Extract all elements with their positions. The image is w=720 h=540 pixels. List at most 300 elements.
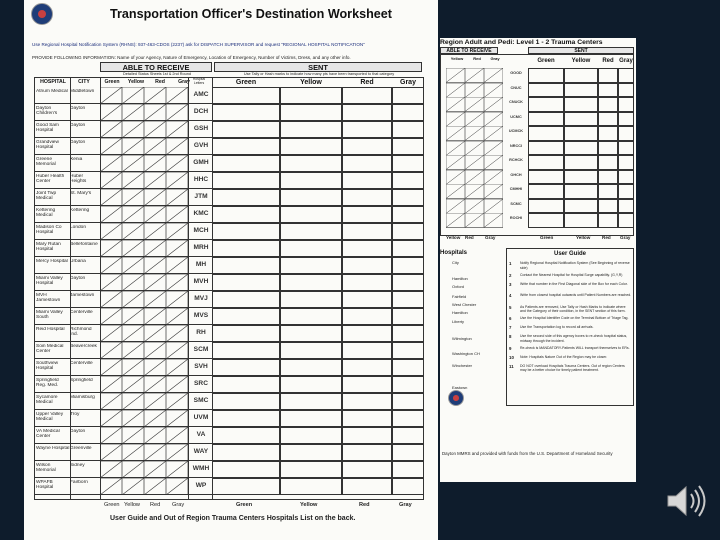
- sent-cell[interactable]: [564, 199, 598, 214]
- sent-cell[interactable]: [280, 342, 342, 359]
- hospital-name: Reid Hospital: [36, 327, 65, 332]
- sent-cell[interactable]: [342, 427, 392, 444]
- sent-cell[interactable]: [342, 376, 392, 393]
- sent-cell[interactable]: [212, 308, 280, 325]
- receive-cell[interactable]: [446, 170, 465, 185]
- sent-cell[interactable]: [528, 184, 564, 199]
- sent-cell[interactable]: [598, 155, 618, 170]
- sent-cell[interactable]: [598, 170, 618, 185]
- receive-cell[interactable]: [484, 112, 503, 127]
- receive-cell[interactable]: [166, 325, 188, 342]
- receive-cell[interactable]: [122, 240, 144, 257]
- sent-cell[interactable]: [212, 325, 280, 342]
- receive-cell[interactable]: [100, 155, 122, 172]
- sent-cell[interactable]: [342, 461, 392, 478]
- sent-cell[interactable]: [618, 170, 634, 185]
- sent-cell[interactable]: [618, 155, 634, 170]
- receive-cell[interactable]: [166, 393, 188, 410]
- receive-cell[interactable]: [446, 141, 465, 156]
- receive-cell[interactable]: [484, 213, 503, 228]
- sent-cell[interactable]: [528, 68, 564, 83]
- sent-cell[interactable]: [598, 68, 618, 83]
- receive-cell[interactable]: [100, 461, 122, 478]
- receive-cell[interactable]: [446, 199, 465, 214]
- sent-cell[interactable]: [392, 478, 424, 495]
- receive-cell[interactable]: [144, 121, 166, 138]
- receive-cell[interactable]: [446, 184, 465, 199]
- receive-cell[interactable]: [166, 87, 188, 104]
- receive-cell[interactable]: [166, 342, 188, 359]
- footer-sent-green: Green: [236, 502, 253, 508]
- hospital-name: Miami Valley South: [36, 310, 63, 321]
- receive-cell[interactable]: [122, 257, 144, 274]
- guide-step-text: As Patients are removed, Use Tally or Hash Marks to indicate where and the Category of their condition, in the SENT section of this form.: [520, 304, 626, 314]
- sent-cell[interactable]: [392, 257, 424, 274]
- sent-cell[interactable]: [392, 206, 424, 223]
- receive-cell[interactable]: [100, 138, 122, 155]
- receive-cell[interactable]: [122, 104, 144, 121]
- sent-cell[interactable]: [212, 189, 280, 206]
- sent-cell[interactable]: [392, 376, 424, 393]
- receive-cell[interactable]: [166, 121, 188, 138]
- sent-cell[interactable]: [212, 478, 280, 495]
- receive-cell[interactable]: [144, 274, 166, 291]
- sent-cell[interactable]: [280, 393, 342, 410]
- receive-cell[interactable]: [484, 155, 503, 170]
- receive-cell[interactable]: [166, 138, 188, 155]
- receive-cell[interactable]: [144, 478, 166, 495]
- receive-cell[interactable]: [122, 172, 144, 189]
- receive-cell[interactable]: [122, 342, 144, 359]
- receive-cell[interactable]: [100, 444, 122, 461]
- sent-cell[interactable]: [392, 325, 424, 342]
- receive-cell[interactable]: [465, 184, 484, 199]
- sent-cell[interactable]: [618, 126, 634, 141]
- receive-cell[interactable]: [100, 478, 122, 495]
- receive-cell[interactable]: [122, 223, 144, 240]
- sent-cell[interactable]: [528, 112, 564, 127]
- sent-cell[interactable]: [280, 172, 342, 189]
- sent-cell[interactable]: [392, 138, 424, 155]
- sent-cell[interactable]: [618, 83, 634, 98]
- receive-cell[interactable]: [122, 427, 144, 444]
- receive-cell[interactable]: [446, 97, 465, 112]
- receive-cell[interactable]: [100, 172, 122, 189]
- sent-cell[interactable]: [280, 478, 342, 495]
- receive-cell[interactable]: [446, 155, 465, 170]
- hospital-city: Fairborn: [70, 480, 88, 485]
- sent-cell[interactable]: [280, 104, 342, 121]
- receive-cell[interactable]: [484, 199, 503, 214]
- receive-cell[interactable]: [484, 97, 503, 112]
- sent-cell[interactable]: [280, 121, 342, 138]
- receive-cell[interactable]: [465, 155, 484, 170]
- receive-cell[interactable]: [166, 240, 188, 257]
- sent-cell[interactable]: [342, 155, 392, 172]
- sent-cell[interactable]: [392, 427, 424, 444]
- sent-cell[interactable]: [212, 461, 280, 478]
- sent-cell[interactable]: [280, 138, 342, 155]
- receive-cell[interactable]: [144, 342, 166, 359]
- sent-cell[interactable]: [564, 184, 598, 199]
- sent-cell[interactable]: [564, 170, 598, 185]
- sent-cell[interactable]: [212, 376, 280, 393]
- sent-cell[interactable]: [342, 291, 392, 308]
- sent-cell[interactable]: [392, 274, 424, 291]
- sent-cell[interactable]: [618, 97, 634, 112]
- sent-cell[interactable]: [598, 97, 618, 112]
- receive-cell[interactable]: [144, 359, 166, 376]
- receive-cell[interactable]: [122, 325, 144, 342]
- hospital-city: Dayton: [70, 106, 86, 111]
- sent-cell[interactable]: [392, 444, 424, 461]
- receive-cell[interactable]: [144, 223, 166, 240]
- sent-cell[interactable]: [392, 461, 424, 478]
- receive-cell[interactable]: [166, 172, 188, 189]
- sent-cell[interactable]: [392, 359, 424, 376]
- receive-cell[interactable]: [144, 104, 166, 121]
- hospital-code: SMC: [193, 397, 209, 404]
- sent-cell[interactable]: [342, 223, 392, 240]
- receive-cell[interactable]: [122, 461, 144, 478]
- receive-cell[interactable]: [446, 112, 465, 127]
- sent-cell[interactable]: [392, 410, 424, 427]
- sent-cell[interactable]: [212, 172, 280, 189]
- hospital-name: Soin Medical Center: [36, 344, 64, 355]
- receive-cell[interactable]: [144, 325, 166, 342]
- receive-cell[interactable]: [465, 68, 484, 83]
- sent-cell[interactable]: [342, 325, 392, 342]
- sent-cell[interactable]: [528, 155, 564, 170]
- receive-cell[interactable]: [166, 410, 188, 427]
- receive-cell[interactable]: [100, 121, 122, 138]
- sent-cell[interactable]: [280, 291, 342, 308]
- sent-cell[interactable]: [598, 141, 618, 156]
- receive-cell[interactable]: [100, 274, 122, 291]
- receive-cell[interactable]: [446, 213, 465, 228]
- receive-cell[interactable]: [100, 189, 122, 206]
- receive-cell[interactable]: [465, 126, 484, 141]
- receive-cell[interactable]: [166, 308, 188, 325]
- receive-cell[interactable]: [100, 291, 122, 308]
- sent-cell[interactable]: [564, 112, 598, 127]
- sent-cell[interactable]: [598, 213, 618, 228]
- receive-cell[interactable]: [144, 410, 166, 427]
- receive-cell[interactable]: [144, 172, 166, 189]
- sent-cell[interactable]: [342, 257, 392, 274]
- sent-cell[interactable]: [528, 170, 564, 185]
- sent-cell[interactable]: [212, 393, 280, 410]
- hospital-city: Beavercreek: [70, 344, 97, 349]
- sent-cell[interactable]: [564, 83, 598, 98]
- sent-cell[interactable]: [528, 199, 564, 214]
- receive-cell[interactable]: [484, 68, 503, 83]
- sent-cell[interactable]: [392, 291, 424, 308]
- receive-cell[interactable]: [144, 393, 166, 410]
- sent-cell[interactable]: [528, 126, 564, 141]
- sent-cell[interactable]: [280, 155, 342, 172]
- speaker-icon[interactable]: [656, 472, 714, 530]
- sent-cell[interactable]: [392, 172, 424, 189]
- hospital-code: JTM: [194, 193, 208, 200]
- sent-cell[interactable]: [564, 213, 598, 228]
- sent-cell[interactable]: [392, 104, 424, 121]
- out-of-region-hospital: Winchester: [452, 363, 473, 368]
- receive-cell[interactable]: [166, 461, 188, 478]
- sent-cell[interactable]: [392, 223, 424, 240]
- receive-cell[interactable]: [144, 291, 166, 308]
- sent-cell[interactable]: [392, 121, 424, 138]
- receive-cell[interactable]: [166, 104, 188, 121]
- receive-cell[interactable]: [144, 257, 166, 274]
- receive-cell[interactable]: [144, 444, 166, 461]
- sent-cell[interactable]: [342, 478, 392, 495]
- receive-cell[interactable]: [484, 141, 503, 156]
- receive-cell[interactable]: [465, 170, 484, 185]
- receive-cell[interactable]: [144, 461, 166, 478]
- sent-cell[interactable]: [280, 189, 342, 206]
- receive-cell[interactable]: [144, 155, 166, 172]
- sent-cell[interactable]: [212, 206, 280, 223]
- receive-cell[interactable]: [465, 83, 484, 98]
- sent-cell[interactable]: [280, 461, 342, 478]
- receive-cell[interactable]: [100, 257, 122, 274]
- receive-cell[interactable]: [446, 68, 465, 83]
- receive-cell[interactable]: [122, 206, 144, 223]
- receive-cell[interactable]: [144, 376, 166, 393]
- sent-cell[interactable]: [392, 155, 424, 172]
- sent-cell[interactable]: [212, 138, 280, 155]
- sent-cell[interactable]: [564, 97, 598, 112]
- receive-cell[interactable]: [122, 444, 144, 461]
- receive-cell[interactable]: [166, 257, 188, 274]
- sent-cell[interactable]: [618, 213, 634, 228]
- receive-cell[interactable]: [122, 376, 144, 393]
- sent-cell[interactable]: [598, 112, 618, 127]
- sent-cell[interactable]: [280, 206, 342, 223]
- sent-cell[interactable]: [280, 376, 342, 393]
- sent-cell[interactable]: [342, 104, 392, 121]
- receive-cell[interactable]: [122, 87, 144, 104]
- sent-cell[interactable]: [212, 155, 280, 172]
- sent-cell[interactable]: [280, 444, 342, 461]
- able-subheading: Detailed Status Sheets 1st & 2nd Round: [123, 72, 191, 76]
- sent-cell[interactable]: [212, 104, 280, 121]
- receive-cell[interactable]: [122, 274, 144, 291]
- trauma-center-code: CMHHI: [509, 187, 523, 191]
- receive-cell[interactable]: [100, 240, 122, 257]
- sent-cell[interactable]: [212, 410, 280, 427]
- receive-cell[interactable]: [122, 308, 144, 325]
- sent-cell[interactable]: [392, 393, 424, 410]
- receive-cell[interactable]: [484, 170, 503, 185]
- sent-cell[interactable]: [212, 257, 280, 274]
- receive-cell[interactable]: [122, 359, 144, 376]
- sent-cell[interactable]: [342, 444, 392, 461]
- receive-cell[interactable]: [166, 274, 188, 291]
- sent-cell[interactable]: [280, 427, 342, 444]
- column-divider: [212, 77, 213, 500]
- sent-cell[interactable]: [342, 121, 392, 138]
- sent-cell[interactable]: [212, 444, 280, 461]
- sent-cell[interactable]: [528, 83, 564, 98]
- receive-cell[interactable]: [166, 155, 188, 172]
- receive-cell[interactable]: [100, 427, 122, 444]
- sent-cell[interactable]: [392, 240, 424, 257]
- sent-cell[interactable]: [342, 240, 392, 257]
- sent-cell[interactable]: [392, 342, 424, 359]
- guide-step-number: 2: [509, 272, 512, 278]
- receive-cell[interactable]: [166, 206, 188, 223]
- sent-cell[interactable]: [528, 141, 564, 156]
- sent-cell[interactable]: [342, 87, 392, 104]
- receive-cell[interactable]: [122, 410, 144, 427]
- receive-cell[interactable]: [166, 444, 188, 461]
- sent-cell[interactable]: [212, 359, 280, 376]
- guide-step-number: 8: [509, 334, 512, 339]
- sent-cell[interactable]: [280, 257, 342, 274]
- receive-cell[interactable]: [100, 376, 122, 393]
- sent-cell[interactable]: [618, 141, 634, 156]
- receive-cell[interactable]: [144, 189, 166, 206]
- receive-cell[interactable]: [446, 126, 465, 141]
- receive-cell[interactable]: [100, 308, 122, 325]
- sent-cell[interactable]: [342, 342, 392, 359]
- receive-cell[interactable]: [100, 206, 122, 223]
- sent-cell[interactable]: [342, 308, 392, 325]
- receive-cell[interactable]: [484, 184, 503, 199]
- receive-cell[interactable]: [122, 393, 144, 410]
- sent-cell[interactable]: [280, 325, 342, 342]
- receive-cell[interactable]: [166, 376, 188, 393]
- hospital-code: SVH: [194, 363, 208, 370]
- back-sent-yellow-header: Yellow: [571, 58, 591, 64]
- receive-cell[interactable]: [144, 87, 166, 104]
- receive-cell[interactable]: [122, 155, 144, 172]
- receive-cell[interactable]: [144, 308, 166, 325]
- receive-cell[interactable]: [100, 359, 122, 376]
- sent-cell[interactable]: [598, 199, 618, 214]
- receive-cell[interactable]: [166, 189, 188, 206]
- receive-cell[interactable]: [122, 189, 144, 206]
- sent-cell[interactable]: [212, 223, 280, 240]
- hospital-code: MCH: [193, 227, 209, 234]
- sent-cell[interactable]: [280, 410, 342, 427]
- sent-cell[interactable]: [212, 240, 280, 257]
- receive-cell[interactable]: [122, 291, 144, 308]
- sent-cell[interactable]: [564, 126, 598, 141]
- sent-cell[interactable]: [342, 410, 392, 427]
- sent-cell[interactable]: [212, 87, 280, 104]
- sent-cell[interactable]: [392, 308, 424, 325]
- sent-cell[interactable]: [280, 308, 342, 325]
- receive-cell[interactable]: [122, 138, 144, 155]
- trauma-center-code: CNUC: [510, 85, 522, 90]
- receive-cell[interactable]: [144, 206, 166, 223]
- receive-cell[interactable]: [465, 112, 484, 127]
- sent-cell[interactable]: [342, 189, 392, 206]
- sent-cell[interactable]: [618, 199, 634, 214]
- sent-gray-header: Gray: [400, 79, 416, 86]
- receive-cell[interactable]: [100, 393, 122, 410]
- receive-cell[interactable]: [465, 97, 484, 112]
- sent-cell[interactable]: [280, 87, 342, 104]
- sent-cell[interactable]: [280, 223, 342, 240]
- sent-cell[interactable]: [342, 274, 392, 291]
- col-gray-header: Gray: [178, 79, 190, 85]
- sent-cell[interactable]: [392, 87, 424, 104]
- sent-cell[interactable]: [342, 138, 392, 155]
- receive-cell[interactable]: [100, 104, 122, 121]
- receive-cell[interactable]: [166, 359, 188, 376]
- receive-cell[interactable]: [100, 223, 122, 240]
- sent-cell[interactable]: [618, 68, 634, 83]
- sent-cell[interactable]: [564, 68, 598, 83]
- receive-cell[interactable]: [166, 427, 188, 444]
- sent-cell[interactable]: [212, 427, 280, 444]
- receive-cell[interactable]: [144, 427, 166, 444]
- hospital-city: Middletown: [70, 89, 95, 94]
- receive-cell[interactable]: [100, 325, 122, 342]
- receive-cell[interactable]: [446, 83, 465, 98]
- sent-cell[interactable]: [342, 393, 392, 410]
- receive-cell[interactable]: [166, 478, 188, 495]
- sent-cell[interactable]: [598, 184, 618, 199]
- sent-cell[interactable]: [528, 213, 564, 228]
- sent-cell[interactable]: [280, 240, 342, 257]
- sent-cell[interactable]: [212, 291, 280, 308]
- receive-cell[interactable]: [166, 223, 188, 240]
- sent-cell[interactable]: [598, 83, 618, 98]
- receive-cell[interactable]: [122, 121, 144, 138]
- sent-cell[interactable]: [280, 359, 342, 376]
- sent-cell[interactable]: [342, 172, 392, 189]
- receive-cell[interactable]: [122, 478, 144, 495]
- receive-cell[interactable]: [100, 342, 122, 359]
- receive-cell[interactable]: [100, 410, 122, 427]
- guide-step-text: Write from closest hospital outwards until Patient Numbers are reached.: [520, 293, 632, 297]
- hospital-city: Troy: [70, 412, 80, 417]
- hospital-name: Miami Valley Hospital: [36, 276, 63, 287]
- sent-cell[interactable]: [564, 155, 598, 170]
- sent-cell[interactable]: [212, 274, 280, 291]
- sent-cell[interactable]: [564, 141, 598, 156]
- sent-cell[interactable]: [342, 359, 392, 376]
- receive-cell[interactable]: [465, 213, 484, 228]
- hospital-city: Xenia: [70, 157, 83, 162]
- receive-cell[interactable]: [465, 199, 484, 214]
- receive-cell[interactable]: [465, 141, 484, 156]
- sent-cell[interactable]: [598, 126, 618, 141]
- receive-cell[interactable]: [100, 87, 122, 104]
- guide-step-text: Notify Regional Hospital Notification System (See Beginning of reverse side): [520, 261, 630, 270]
- receive-cell[interactable]: [166, 291, 188, 308]
- sent-cell[interactable]: [618, 184, 634, 199]
- sent-cell[interactable]: [392, 189, 424, 206]
- receive-cell[interactable]: [484, 126, 503, 141]
- hospital-code: GVH: [193, 142, 209, 149]
- sent-cell[interactable]: [528, 97, 564, 112]
- sent-cell[interactable]: [618, 112, 634, 127]
- receive-cell[interactable]: [484, 83, 503, 98]
- sent-cell[interactable]: [342, 206, 392, 223]
- guide-step-text: Write that number in the First Diagonal side of the Box for each Color.: [520, 281, 628, 286]
- sent-cell[interactable]: [212, 121, 280, 138]
- sent-cell[interactable]: [280, 274, 342, 291]
- sent-cell[interactable]: [212, 342, 280, 359]
- receive-cell[interactable]: [144, 138, 166, 155]
- receive-cell[interactable]: [144, 240, 166, 257]
